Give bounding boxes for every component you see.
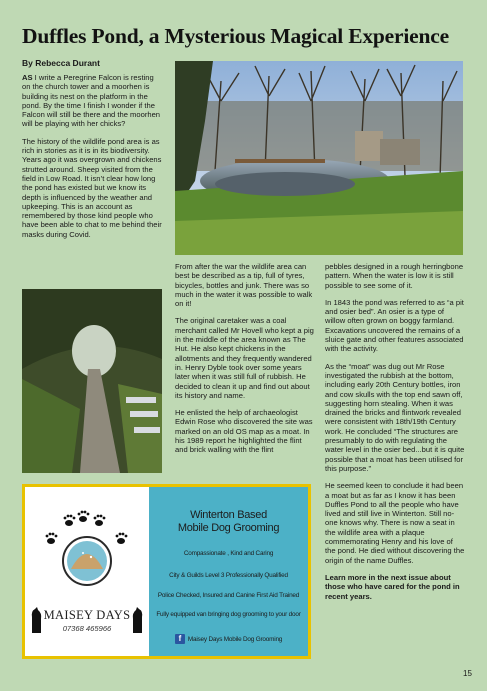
ad-title-line: Mobile Dog Grooming — [177, 522, 280, 534]
ad-facebook — [149, 634, 308, 644]
column-2 — [175, 262, 315, 463]
dog-grooming-ad — [22, 484, 311, 659]
paragraph: He enlisted the help of archaeologist Edwin Rose who discovered the site was marked on an old OS map as a moat. In his 1989 report he highlighted the flint and brick walling with the flint — [175, 408, 313, 455]
paragraph: As the “moat” was dug out Mr Rose investigated the rubbish at the bottom, including early 20th Century bottles, iron and cow skulls with the top end sawn off, suggesting horn stealing. When it was drained the bricks and flintwork revealed were consistent with 18th/19th Century work. He concluded “The structures are presumably to do with regulating the water level in the osier bed...but it is quite possible that a moat has been utilised for this purpose.” — [325, 361, 465, 473]
facebook-icon: f — [175, 634, 185, 644]
ad-qualification: City & Guilds Level 3 Professionally Qualified — [169, 572, 288, 579]
article-title: Duffles Pond, a Mysterious Magical Experience — [22, 24, 449, 48]
path-photo — [22, 289, 162, 473]
paragraph: He seemed keen to conclude it had been a moat but as far as I know it has been Duffles Pond to all the people who have lived and still live in Winterton. Still no-one knows why. There is now a seat in the wildlife area with a plaque commemorating Henry and his love of the pond. He died without discovering the origin of the name Duffles. — [325, 481, 465, 565]
paragraph: The history of the wildlife pond area is as rich in stories as it is in its biodiversity. Years ago it was overgrown and chickens strutted around. Sheep visited from the field in Low Road. It isn’t clear how long the pond has existed but we know its depth is influenced by the weather and upkeeping. This is an account as remembered by those kind people who have been able to chat to me behind their masks during Covid. — [22, 136, 162, 239]
brand-name: MAISEY DAYS — [43, 608, 131, 622]
paragraph — [22, 73, 162, 129]
paragraph: From after the war the wildlife area can best be described as a tip, full of tyres, bicycles, bottles and junk. There was so much in the water it was possible to walk on it! — [175, 262, 313, 309]
paragraph: In 1843 the pond was referred to as “a pit and osier bed”. An osier is a type of willow often grown on boggy farmland. Excavations uncovered the remains of a sluice gate and other features associated with the activity. — [325, 297, 464, 354]
facebook-page-name: Maisey Days Mobile Dog Grooming — [187, 635, 283, 643]
page-number: 15 — [463, 669, 472, 678]
ad-checks: Police Checked, Insured and Canine First Aid Trained — [157, 592, 300, 599]
ad-tagline: Compassionate , Kind and Caring — [183, 550, 274, 557]
paragraph-text: I write a Peregrine Falcon is resting on the church tower and a moorhen is building its nest on the platform in the pond. By the time I finish I wonder if the Falcon will still be there and the moorhen will be playing with her chicks? — [22, 73, 161, 129]
paragraph: The original caretaker was a coal merchant called Mr Hovell who kept a pig in the middle of the area known as The Hut. He also kept chickens in the allotments and they frequently wandered in. Henry Dyble took over some years later when it was still full of rubbish. He decided to clean it up and find out about its history and name. — [175, 316, 314, 400]
column-1 — [22, 73, 162, 247]
ad-title — [149, 509, 308, 535]
ad-logo-panel — [25, 487, 149, 656]
ad-title-line: Winterton Based — [190, 509, 267, 521]
ad-info-panel — [149, 487, 308, 656]
lead-word: AS — [22, 73, 33, 82]
closing-note: Learn more in the next issue about those who have cared for the pond in recent years. — [325, 572, 460, 601]
paw-prints-icon — [25, 509, 149, 589]
paragraph: pebbles designed in a rough herringbone pattern. When the water is low it is still possible to see some of it. — [325, 262, 464, 290]
byline: By Rebecca Durant — [22, 58, 100, 68]
pond-photo — [175, 61, 463, 255]
column-3 — [325, 262, 465, 609]
phone-number: 07368 465966 — [62, 624, 112, 633]
ad-service: Fully equipped van bringing dog grooming to your door — [156, 611, 301, 618]
